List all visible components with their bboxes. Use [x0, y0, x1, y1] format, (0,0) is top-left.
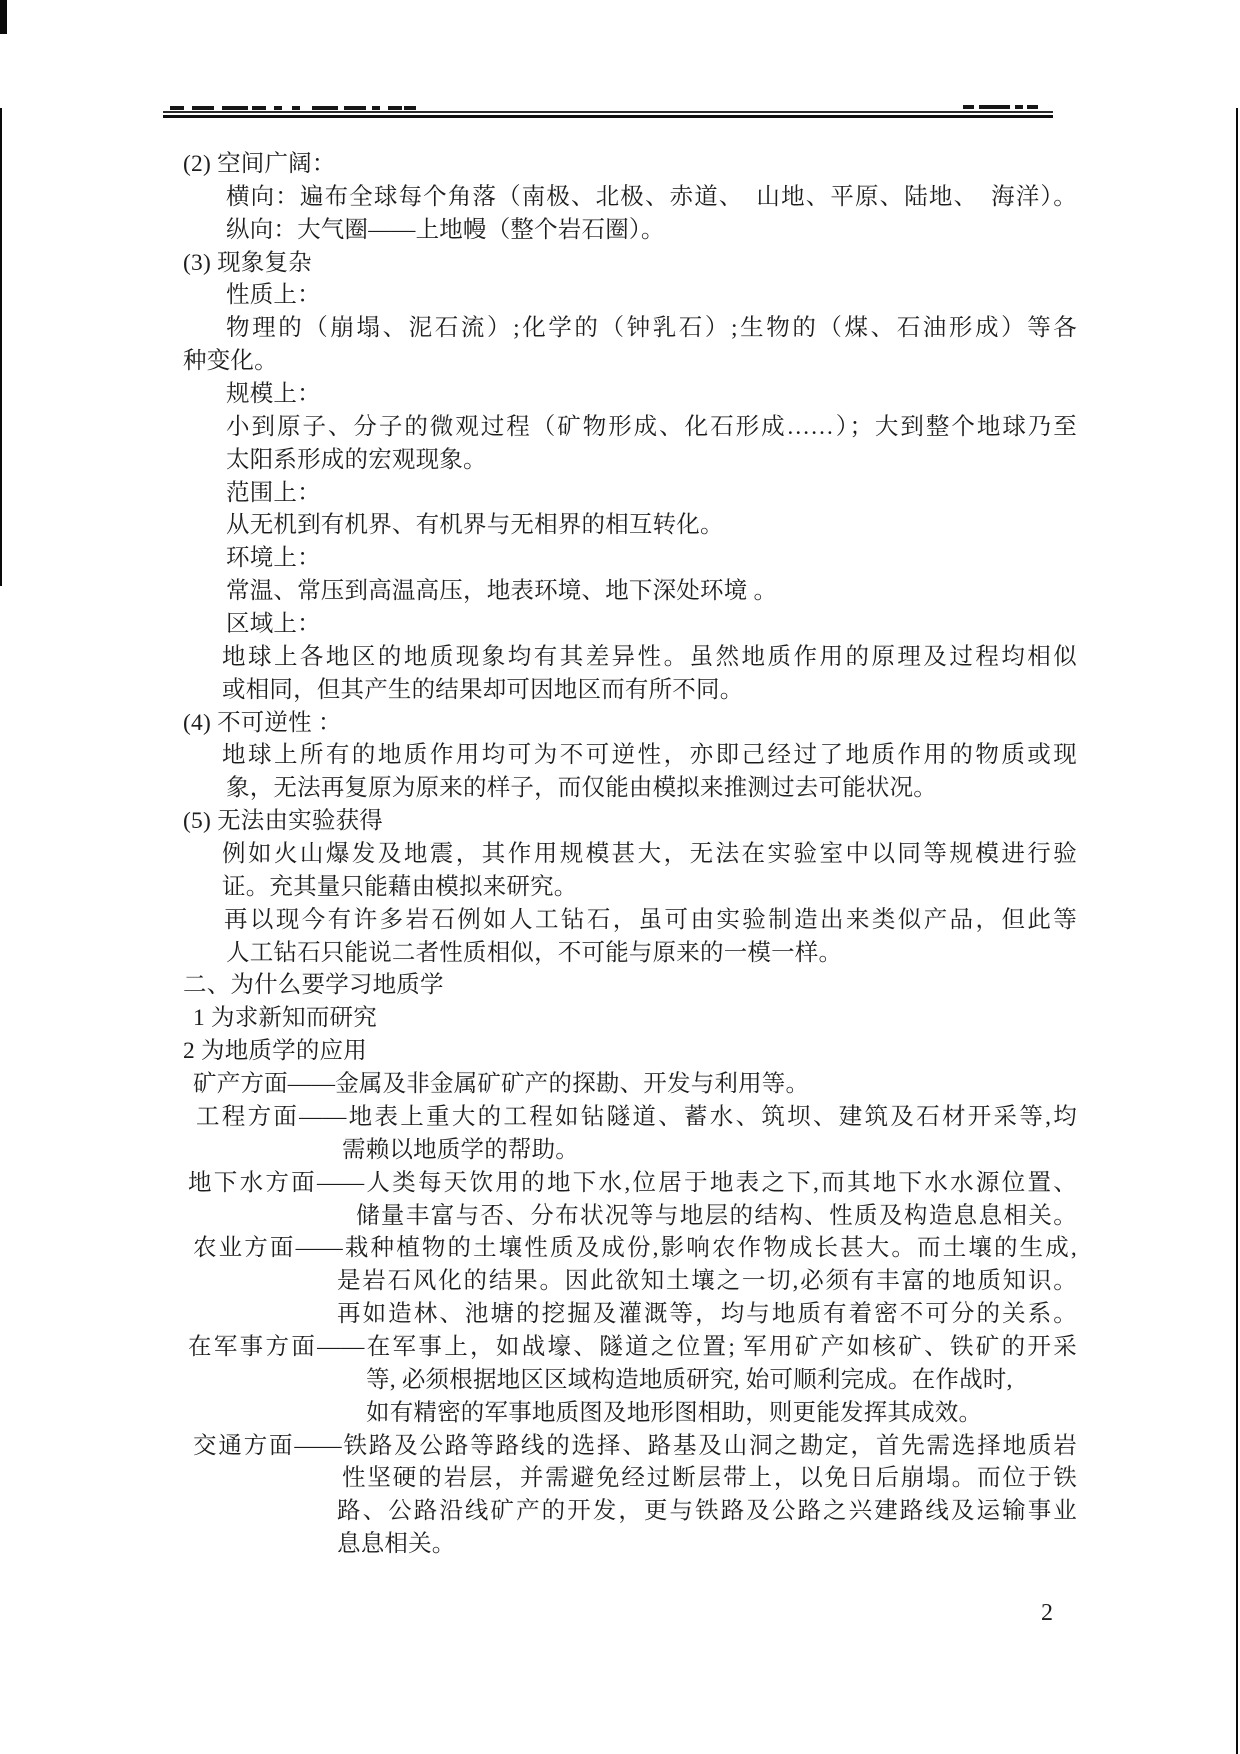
header-remnant [192, 106, 214, 110]
text-line: 2 为地质学的应用 [183, 1038, 367, 1065]
text-line: 太阳系形成的宏观现象。 [226, 446, 487, 473]
header-remnant [979, 105, 1010, 109]
text-line: (5) 无法由实验获得 [183, 808, 383, 835]
header-remnant [170, 106, 184, 110]
header-remnant [1027, 105, 1038, 109]
header-remnant [292, 106, 300, 110]
text-line: 环境上： [226, 545, 321, 572]
text-line: (2) 空间广阔： [183, 151, 336, 177]
text-line: 二、为什么要学习地质学 [183, 972, 444, 999]
text-line: 种变化。 [183, 348, 278, 375]
text-line: 小到原子、分子的微观过程（矿物形成、化石形成……）；大到整个地球乃至 [226, 413, 1077, 440]
text-line: 储量丰富与否、分布状况等与地层的结构、性质及构造息息相关。 [356, 1202, 1077, 1229]
text-line: 矿产方面——金属及非金属矿矿产的探勘、开发与利用等。 [193, 1071, 810, 1098]
text-line: 常温、常压到高温高压，地表环境、地下深处环境 。 [226, 578, 778, 605]
text-line: 例如火山爆发及地震，其作用规模甚大，无法在实验室中以同等规模进行验 [222, 841, 1077, 868]
text-line: 人工钻石只能说二者性质相似，不可能与原来的一模一样。 [226, 939, 843, 966]
document-body [0, 148, 1077, 1561]
text-line: 物理的（崩塌、泥石流）;化学的（钟乳石）;生物的（煤、石油形成）等各 [226, 315, 1077, 342]
text-line: 农业方面——栽种植物的土壤性质及成份,影响农作物成长甚大。而土壤的生成, [193, 1235, 1077, 1262]
header-rule-thick [163, 115, 1053, 118]
text-line: 性坚硬的岩层，并需避免经过断层带上，以免日后崩塌。而位于铁 [342, 1465, 1077, 1492]
header-remnant [963, 105, 974, 109]
text-line: 路、公路沿线矿产的开发，更与铁路及公路之兴建路线及运输事业 [337, 1498, 1077, 1525]
text-line: 交通方面——铁路及公路等路线的选择、路基及山洞之勘定，首先需选择地质岩 [193, 1432, 1077, 1459]
text-line: 区域上： [226, 611, 321, 638]
scan-artifact-corner-bar [0, 0, 7, 34]
text-line: 或相同，但其产生的结果却可因地区而有所不同。 [222, 676, 744, 703]
header-remnant [344, 106, 366, 110]
text-line: 是岩石风化的结果。因此欲知土壤之一切,必须有丰富的地质知识。 [337, 1268, 1077, 1295]
text-line: 再以现今有许多岩石例如人工钻石，虽可由实验制造出来类似产品，但此等 [224, 906, 1077, 933]
text-line: 横向：遍布全球每个角落（南极、北极、赤道、 山地、平原、陆地、 海洋）。 [226, 183, 1077, 210]
page-number: 2 [1041, 1600, 1053, 1626]
text-line: 纵向：大气圈——上地幔（整个岩石圈）。 [226, 216, 665, 243]
text-line: 从无机到有机界、有机界与无相界的相互转化。 [226, 512, 724, 539]
text-line: 性质上： [226, 282, 321, 309]
header-remnant [252, 106, 266, 110]
header-remnant [222, 106, 248, 110]
text-line: 在军事方面——在军事上，如战壕、隧道之位置; 军用矿产如核矿、铁矿的开采 [188, 1333, 1077, 1360]
scan-artifact-right-edge [1236, 108, 1238, 1754]
text-line: 证。充其量只能藉由模拟来研究。 [222, 873, 578, 900]
text-line: 地球上各地区的地质现象均有其差异性。虽然地质作用的原理及过程均相似 [222, 643, 1077, 670]
header-remnant [274, 106, 282, 110]
text-line: 如有精密的军事地质图及地形图相助，则更能发挥其成效。 [366, 1399, 983, 1426]
header-remnant [372, 106, 380, 110]
text-line: 1 为求新知而研究 [193, 1005, 377, 1032]
text-line: 再如造林、池塘的挖掘及灌溉等，均与地质有着密不可分的关系。 [337, 1301, 1077, 1328]
header-remnant [388, 106, 402, 110]
text-line: 需赖以地质学的帮助。 [342, 1136, 579, 1163]
text-line: 地下水方面——人类每天饮用的地下水,位居于地表之下,而其地下水水源位置、 [188, 1169, 1077, 1196]
text-line: 范围上： [226, 479, 321, 506]
text-line: 象，无法再复原为原来的样子，而仅能由模拟来推测过去可能状况。 [226, 775, 937, 802]
header-rule-thin [163, 111, 1053, 113]
header-remnant [404, 106, 416, 110]
text-line: (3) 现象复杂 [183, 249, 312, 276]
text-line: (4) 不可逆性 ： [183, 709, 342, 736]
text-line: 息息相关。 [337, 1531, 456, 1558]
header-remnant [312, 106, 338, 110]
text-line: 地球上所有的地质作用均可为不可逆性，亦即己经过了地质作用的物质或现 [222, 742, 1077, 769]
text-line: 规模上： [226, 381, 321, 408]
header-remnant [1015, 105, 1023, 109]
text-line: 工程方面——地表上重大的工程如钻隧道、蓄水、筑坝、建筑及石材开采等,均 [196, 1103, 1077, 1130]
text-line: 等, 必须根据地区区域构造地质研究, 始可顺利完成。在作战时, [366, 1366, 1013, 1393]
